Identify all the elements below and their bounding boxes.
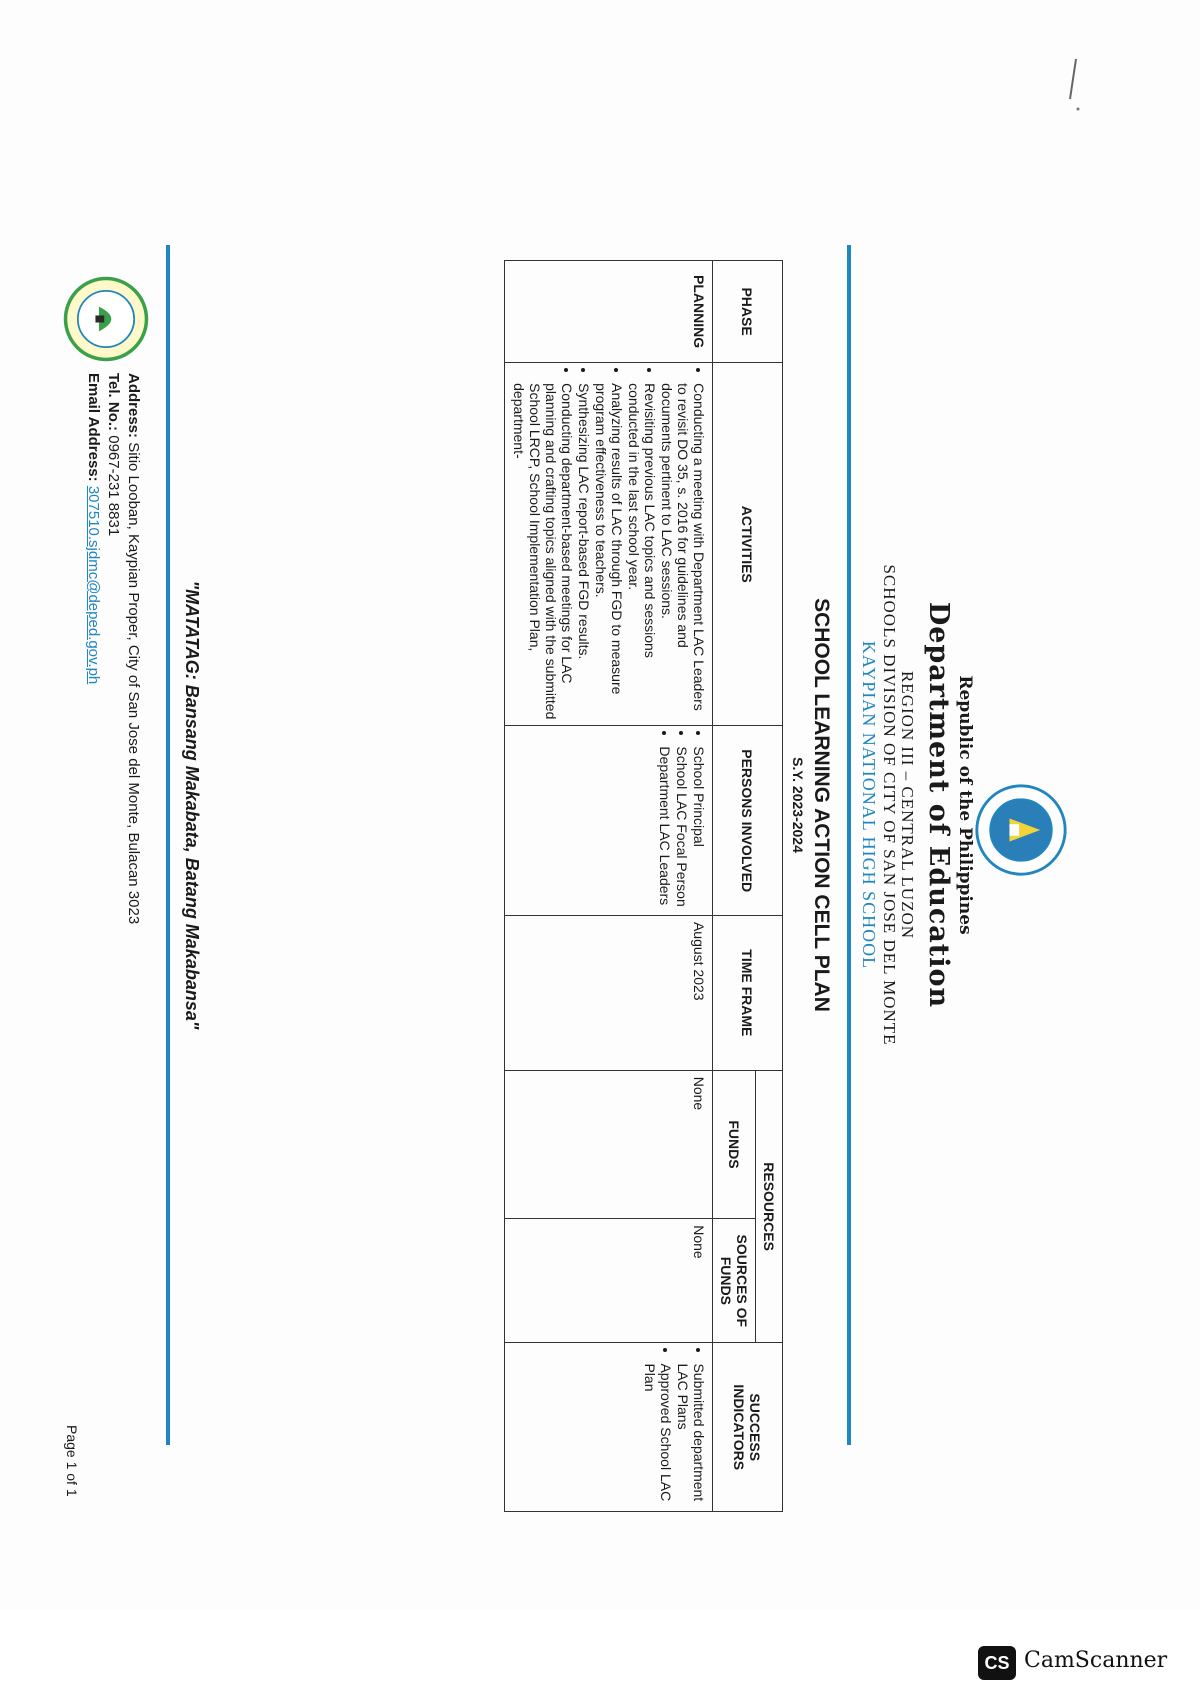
tel-line	[103, 373, 123, 924]
school-year: S.Y. 2023-2024	[790, 757, 806, 853]
list-item: • Conducting a meeting with Department LAC Leaders to revisit DO 35, s. 2016 for guidelines and documents pertinent to LAC sessions.	[659, 383, 707, 719]
footer-divider	[166, 245, 170, 1445]
contact-block	[83, 373, 143, 924]
address-label: Address:	[125, 373, 142, 439]
list-item: • Synthesizing LAC report-based FGD results.	[576, 383, 592, 719]
rotated-document	[0, 55, 1075, 1555]
time-frame-cell: August 2023	[505, 915, 713, 1070]
deped-seal-icon	[973, 782, 1069, 878]
lac-plan-table	[504, 260, 783, 1512]
success-cell	[505, 1343, 713, 1512]
email-link[interactable]: 307510.sjdmc@deped.gov.ph	[85, 485, 102, 685]
republic-line: Republic of the Philippines	[955, 675, 975, 935]
page-number: Page 1 of 1	[64, 1425, 80, 1497]
address-line	[123, 373, 143, 924]
header-divider	[847, 245, 851, 1445]
header-success: SUCCESS INDICATORS	[713, 1343, 783, 1512]
division-line: SCHOOLS DIVISION OF CITY OF SAN JOSE DEL MONTE	[880, 564, 899, 1046]
header-phase: PHASE	[713, 261, 783, 363]
header-activities: ACTIVITIES	[713, 363, 783, 726]
persons-cell	[505, 726, 713, 916]
camscanner-label: CamScanner	[1024, 1648, 1168, 1673]
header-persons: PERSONS INVOLVED	[713, 726, 783, 916]
header-resources: RESOURCES	[756, 1070, 783, 1343]
header-sources: SOURCES OF FUNDS	[713, 1219, 756, 1343]
address-value: Sitio Looban, Kaypian Proper, City of San Jose del Monte, Bulacan 3023	[125, 442, 142, 925]
tel-value: 0967-231 8831	[105, 435, 122, 537]
camscanner-logo-icon: CS	[978, 1646, 1016, 1680]
activities-cell	[505, 363, 713, 726]
header-funds: FUNDS	[713, 1070, 756, 1218]
list-item: • Submitted department LAC Plans	[675, 1363, 707, 1505]
pen-mark-icon	[1058, 55, 1088, 115]
sources-cell: None	[505, 1219, 713, 1343]
tagline: "MATATAG: Bansang Makabata, Batang Makabansa"	[182, 580, 202, 1030]
email-line	[83, 373, 103, 924]
phase-cell: PLANNING	[505, 261, 713, 363]
tel-label: Tel. No.:	[105, 373, 122, 432]
list-item: • Conducting department-based meetings for LAC planning and crafting topics aligned with the submitted School LRCP, School Implementation Plan, department-	[511, 383, 575, 719]
list-item: • Analyzing results of LAC through FGD to measure program effectiveness to teachers.	[593, 383, 625, 719]
school-seal-icon	[62, 275, 150, 363]
list-item: • Department LAC Leaders	[657, 746, 673, 909]
region-line: REGION III – CENTRAL LUZON	[898, 670, 917, 940]
table-row	[505, 261, 713, 1512]
funds-cell: None	[505, 1070, 713, 1218]
department-name: Department of Education	[923, 601, 954, 1009]
list-item: • Approved School LAC Plan	[642, 1363, 674, 1505]
header-time-frame: TIME FRAME	[713, 915, 783, 1070]
list-item: • Revisiting previous LAC topics and sessions conducted in the last school year.	[626, 383, 658, 719]
email-label: Email Address:	[85, 373, 102, 482]
list-item: • School LAC Focal Person	[674, 746, 690, 909]
school-name: KAYPIAN NATIONAL HIGH SCHOOL	[859, 640, 879, 970]
list-item: • School Principal	[691, 746, 707, 909]
document-title: SCHOOL LEARNING ACTION CELL PLAN	[810, 598, 833, 1012]
